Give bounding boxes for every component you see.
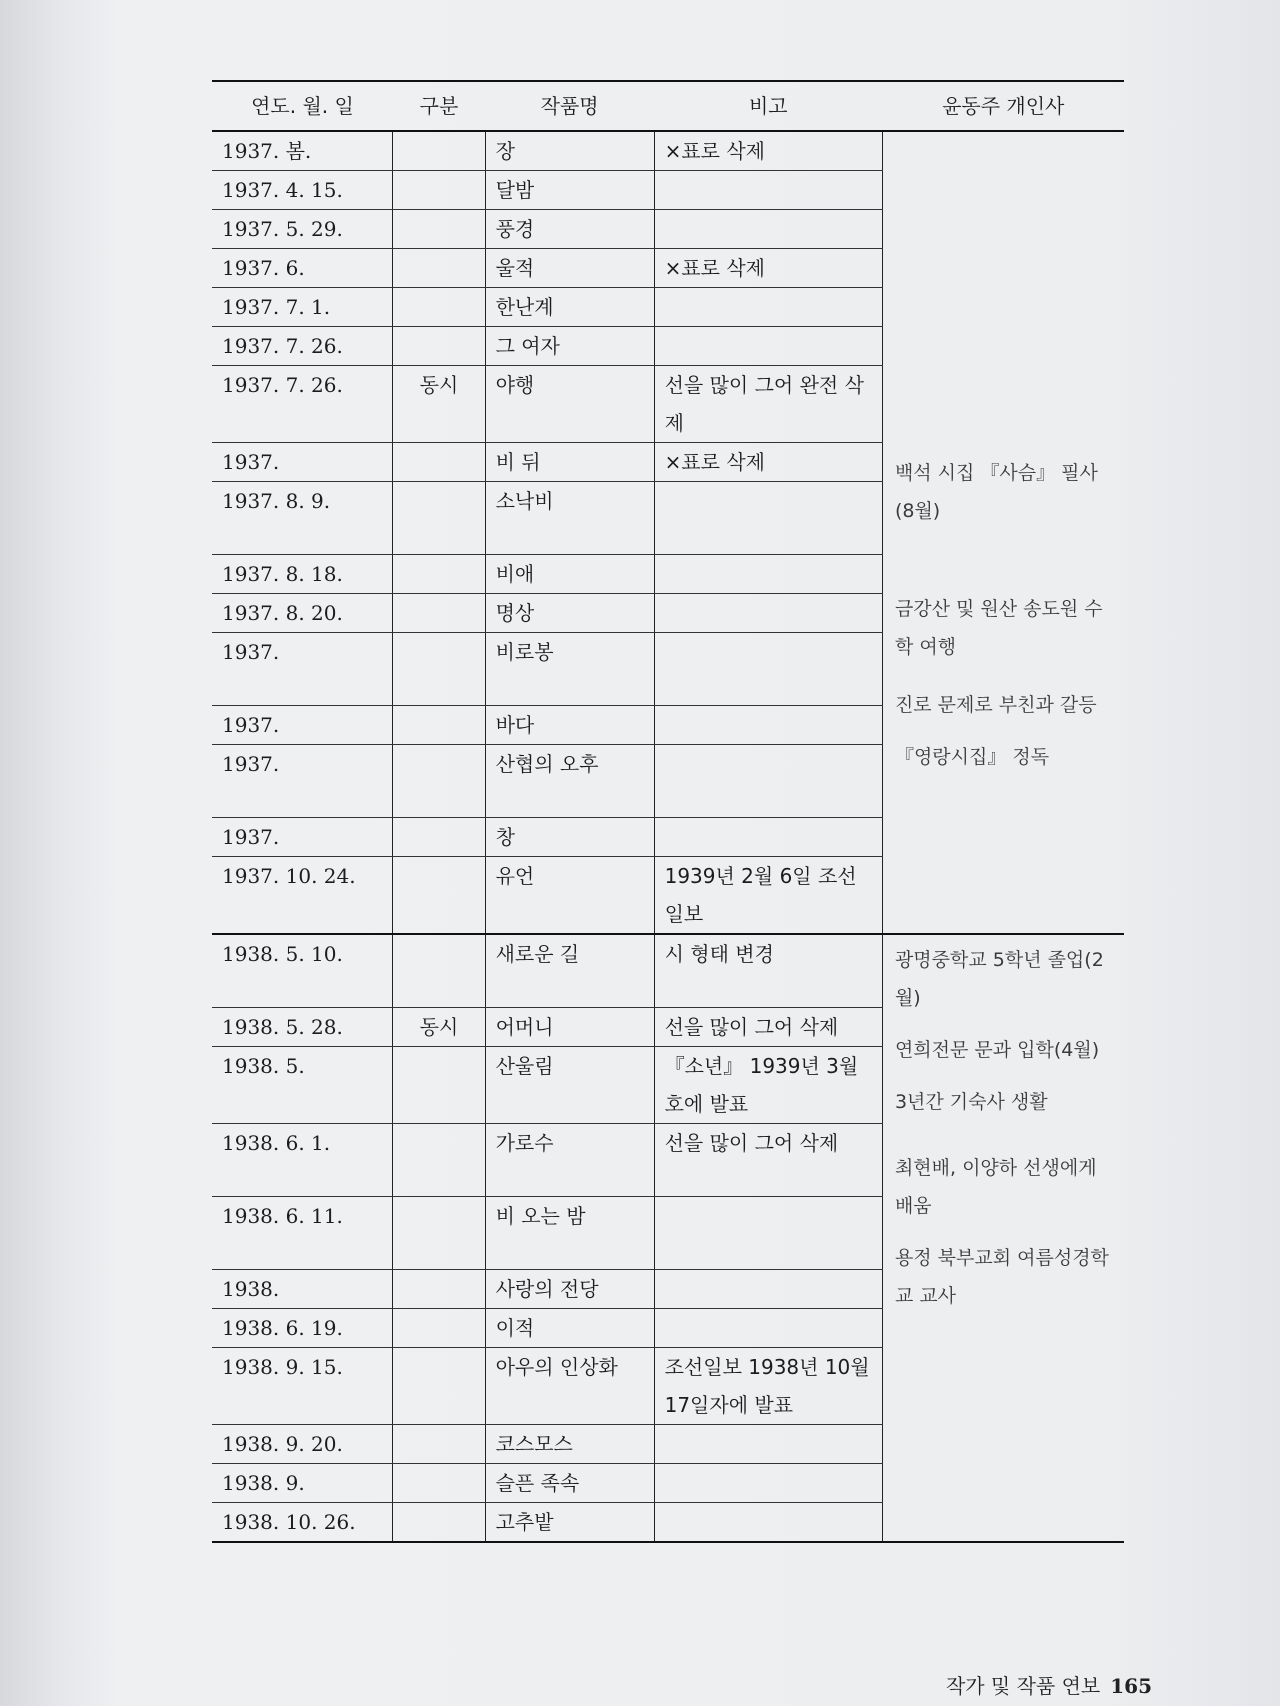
header-kind: 구분 xyxy=(393,81,485,131)
row-title: 비 오는 밤 xyxy=(485,1197,654,1270)
row-date: 1938. 9. xyxy=(212,1464,393,1503)
row-date: 1938. 9. 20. xyxy=(212,1425,393,1464)
row-title: 어머니 xyxy=(485,1008,654,1047)
row-title: 코스모스 xyxy=(485,1425,654,1464)
row-kind xyxy=(393,1197,485,1270)
row-kind xyxy=(393,1309,485,1348)
row-note xyxy=(654,1503,882,1543)
row-date: 1937. 7. 1. xyxy=(212,288,393,327)
row-date: 1937. 봄. xyxy=(212,131,393,171)
row-date: 1938. 10. 26. xyxy=(212,1503,393,1543)
row-kind xyxy=(393,1047,485,1124)
row-title: 슬픈 족속 xyxy=(485,1464,654,1503)
row-kind xyxy=(393,1270,485,1309)
row-date: 1938. 6. 1. xyxy=(212,1124,393,1197)
bio-entry: 연희전문 문과 입학(4월) xyxy=(894,1039,1100,1061)
row-note xyxy=(654,555,882,594)
row-kind xyxy=(393,934,485,1008)
row-note xyxy=(654,706,882,745)
row-note: 선을 많이 그어 완전 삭제 xyxy=(654,366,882,443)
row-title: 한난계 xyxy=(485,288,654,327)
row-note xyxy=(654,1270,882,1309)
page-number: 165 xyxy=(1110,1674,1152,1698)
row-note: 시 형태 변경 xyxy=(654,934,882,1008)
row-kind xyxy=(393,555,485,594)
table-row xyxy=(212,934,1124,1008)
row-date: 1937. 8. 9. xyxy=(212,482,393,555)
row-note xyxy=(654,482,882,555)
row-date: 1938. 5. 28. xyxy=(212,1008,393,1047)
row-note xyxy=(654,1464,882,1503)
header-note: 비고 xyxy=(654,81,882,131)
row-note xyxy=(654,745,882,818)
row-title: 명상 xyxy=(485,594,654,633)
bio-entry: 용정 북부교회 여름성경학교 교사 xyxy=(894,1247,1109,1307)
row-kind xyxy=(393,594,485,633)
row-kind xyxy=(393,288,485,327)
row-kind xyxy=(393,1348,485,1425)
row-date: 1937. 7. 26. xyxy=(212,327,393,366)
row-title: 고추밭 xyxy=(485,1503,654,1543)
row-title: 비 뒤 xyxy=(485,443,654,482)
header-date: 연도. 월. 일 xyxy=(212,81,393,131)
bio-entry: 『영랑시집』 정독 xyxy=(894,746,1050,768)
row-title: 산협의 오후 xyxy=(485,745,654,818)
chronology-table xyxy=(212,80,1124,1543)
row-kind xyxy=(393,171,485,210)
row-title: 사랑의 전당 xyxy=(485,1270,654,1309)
row-date: 1937. xyxy=(212,818,393,857)
row-date: 1937. 5. 29. xyxy=(212,210,393,249)
row-note xyxy=(654,327,882,366)
table-body xyxy=(212,131,1124,1542)
bio-cell-1937 xyxy=(882,131,1124,934)
row-kind xyxy=(393,249,485,288)
row-note: 1939년 2월 6일 조선일보 xyxy=(654,857,882,935)
row-note xyxy=(654,288,882,327)
bio-entry: 백석 시집 『사슴』 필사 (8월) xyxy=(894,462,1098,522)
row-kind: 동시 xyxy=(393,1008,485,1047)
row-date: 1937. 4. 15. xyxy=(212,171,393,210)
bio-entry: 진로 문제로 부친과 갈등 xyxy=(894,694,1097,716)
row-kind xyxy=(393,633,485,706)
row-kind xyxy=(393,131,485,171)
row-note xyxy=(654,210,882,249)
row-note: ×표로 삭제 xyxy=(654,249,882,288)
row-date: 1937. 7. 26. xyxy=(212,366,393,443)
row-note: 선을 많이 그어 삭제 xyxy=(654,1124,882,1197)
row-title: 그 여자 xyxy=(485,327,654,366)
row-date: 1937. 8. 20. xyxy=(212,594,393,633)
header-bio: 윤동주 개인사 xyxy=(882,81,1124,131)
row-note: ×표로 삭제 xyxy=(654,443,882,482)
header-title: 작품명 xyxy=(485,81,654,131)
row-date: 1937. xyxy=(212,633,393,706)
row-date: 1938. 6. 19. xyxy=(212,1309,393,1348)
row-title: 창 xyxy=(485,818,654,857)
row-date: 1938. 9. 15. xyxy=(212,1348,393,1425)
bio-entry: 금강산 및 원산 송도원 수학 여행 xyxy=(894,598,1103,658)
row-date: 1937. xyxy=(212,443,393,482)
bio-entry: 3년간 기숙사 생활 xyxy=(894,1091,1048,1113)
row-title: 장 xyxy=(485,131,654,171)
row-title: 새로운 길 xyxy=(485,934,654,1008)
row-kind xyxy=(393,1425,485,1464)
row-date: 1938. 5. 10. xyxy=(212,934,393,1008)
page-footer xyxy=(946,1670,1152,1699)
row-note: 선을 많이 그어 삭제 xyxy=(654,1008,882,1047)
row-title: 가로수 xyxy=(485,1124,654,1197)
header-row xyxy=(212,81,1124,131)
row-date: 1937. xyxy=(212,745,393,818)
row-title: 풍경 xyxy=(485,210,654,249)
row-title: 아우의 인상화 xyxy=(485,1348,654,1425)
row-title: 울적 xyxy=(485,249,654,288)
row-kind xyxy=(393,706,485,745)
row-title: 야행 xyxy=(485,366,654,443)
row-note xyxy=(654,1197,882,1270)
row-title: 비애 xyxy=(485,555,654,594)
row-kind xyxy=(393,1124,485,1197)
row-kind xyxy=(393,1503,485,1543)
bio-entry: 광명중학교 5학년 졸업(2월) xyxy=(894,949,1104,1009)
row-title: 비로봉 xyxy=(485,633,654,706)
row-date: 1937. xyxy=(212,706,393,745)
row-note: 『소년』 1939년 3월호에 발표 xyxy=(654,1047,882,1124)
table-row xyxy=(212,131,1124,171)
row-title: 바다 xyxy=(485,706,654,745)
row-kind xyxy=(393,443,485,482)
row-date: 1937. 10. 24. xyxy=(212,857,393,935)
row-title: 산울림 xyxy=(485,1047,654,1124)
row-kind xyxy=(393,327,485,366)
row-date: 1938. 6. 11. xyxy=(212,1197,393,1270)
row-note xyxy=(654,633,882,706)
row-title: 이적 xyxy=(485,1309,654,1348)
row-date: 1937. 8. 18. xyxy=(212,555,393,594)
row-note: ×표로 삭제 xyxy=(654,131,882,171)
row-kind xyxy=(393,1464,485,1503)
row-date: 1938. 5. xyxy=(212,1047,393,1124)
row-note xyxy=(654,171,882,210)
row-kind xyxy=(393,818,485,857)
bio-entry: 최현배, 이양하 선생에게 배움 xyxy=(894,1157,1097,1217)
row-note xyxy=(654,594,882,633)
row-note xyxy=(654,818,882,857)
row-kind: 동시 xyxy=(393,366,485,443)
row-kind xyxy=(393,745,485,818)
row-note xyxy=(654,1309,882,1348)
chronology-table-wrap xyxy=(212,80,1124,1543)
row-title: 유언 xyxy=(485,857,654,935)
row-title: 소낙비 xyxy=(485,482,654,555)
row-kind xyxy=(393,857,485,935)
bio-cell-1938 xyxy=(882,934,1124,1542)
row-date: 1937. 6. xyxy=(212,249,393,288)
row-note xyxy=(654,1425,882,1464)
row-note: 조선일보 1938년 10월 17일자에 발표 xyxy=(654,1348,882,1425)
footer-section: 작가 및 작품 연보 xyxy=(945,1674,1101,1698)
row-kind xyxy=(393,482,485,555)
row-date: 1938. xyxy=(212,1270,393,1309)
row-title: 달밤 xyxy=(485,171,654,210)
row-kind xyxy=(393,210,485,249)
